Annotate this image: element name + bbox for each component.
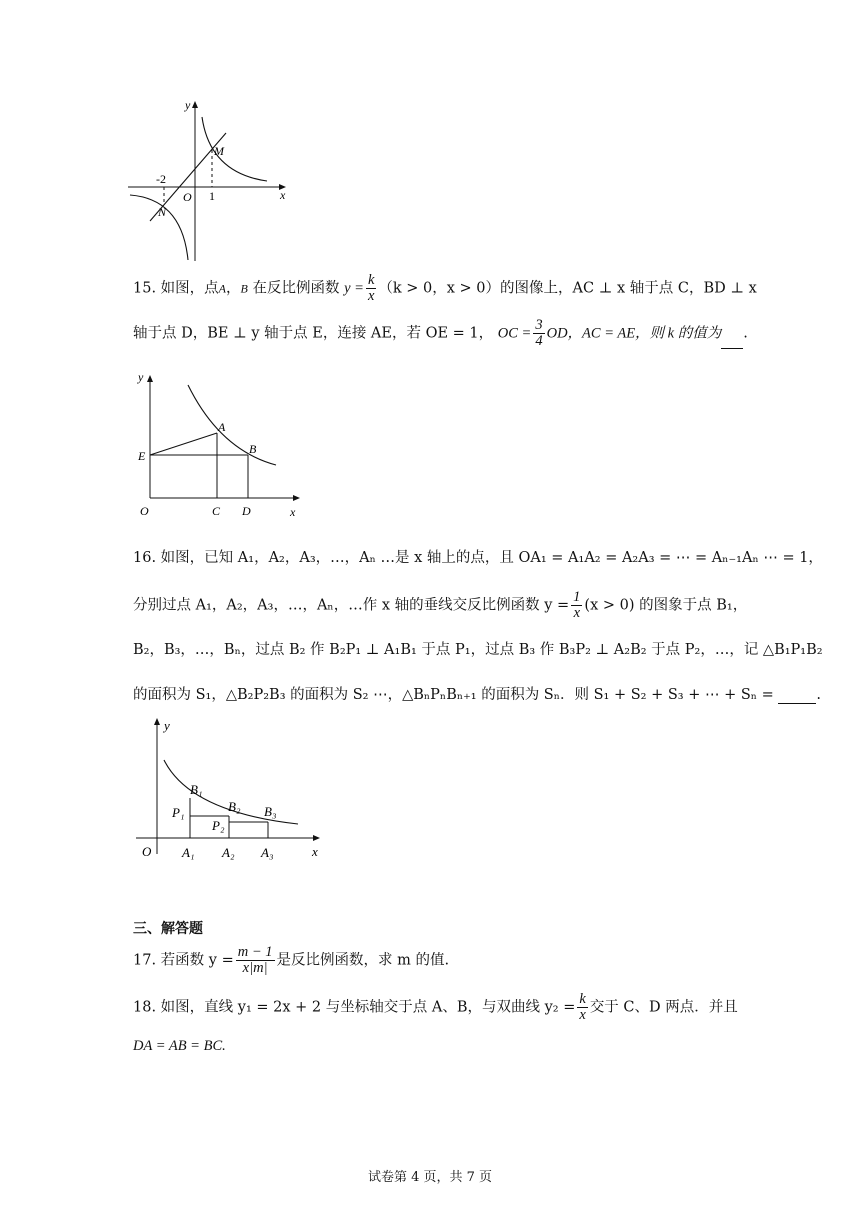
q15-answer-blank <box>721 334 743 349</box>
q17-fraction: $\frac{m - 1}{x|m|}$ <box>237 944 273 977</box>
fig16-b2-label: B₂ <box>228 799 241 814</box>
q15-number: 15. <box>133 280 157 297</box>
fig16-x-label: x <box>312 844 318 859</box>
q15-line2: 轴于点 D，BE ⊥ y 轴于点 E，连接 AE，若 OE = 1， OC = $\frac{3}{4}$ OD，AC = AE，则 k 的值为 . <box>133 317 748 350</box>
fig14-origin-label: O <box>183 190 192 204</box>
q15-three-quarters: $\frac{3}{4}$ <box>535 317 543 350</box>
q16-line1: 16. 如图，已知 A₁，A₂，A₃，…，Aₙ …是 x 轴上的点，且 OA₁ = A₁A₂ = A₂A₃ = ⋯ = Aₙ₋₁Aₙ ⋯ = 1， <box>133 550 823 566</box>
q18-line1: 18. 如图，直线 y₁ = 2x + 2 与坐标轴交于点 A、B，与双曲线 y₂ = $\frac{k}{x}$ 交于 C、D 两点．并且 <box>133 991 738 1024</box>
fig14-neg2-label: -2 <box>156 172 166 186</box>
fig16-b3-label: B₃ <box>264 804 277 819</box>
fig15-b-label: B <box>249 442 257 456</box>
page-footer: 试卷第 4 页，共 7 页 <box>367 1170 493 1185</box>
fig16-b1-label: B₁ <box>190 782 203 797</box>
q16-line3: B₂，B₃，…，Bₙ，过点 B₂ 作 B₂P₁ ⊥ A₁B₁ 于点 P₁，过点 B₃ 作 B₃P₂ ⊥ A₂B₂ 于点 P₂，…，记 △B₁P₁B₂ <box>133 642 823 658</box>
q18-k-over-x: $\frac{k}{x}$ <box>579 991 586 1024</box>
fig14-n-label: N <box>158 205 167 219</box>
q16-answer-blank <box>778 689 816 704</box>
fig15-x-label: x <box>290 505 296 519</box>
fig15-y-label: y <box>138 370 144 384</box>
section-heading: 三、解答题 <box>133 921 203 937</box>
fig15-c-label: C <box>212 504 221 518</box>
q18-line2: DA = AB = BC. <box>133 1038 226 1054</box>
fig14-y-label: y <box>185 98 191 112</box>
q17-number: 17. <box>133 952 157 969</box>
q15-line1: 15. 如图，点A，B 在反比例函数 y = $\frac{k}{x}$ （k > 0，x > 0）的图像上，AC ⊥ x 轴于点 C，BD ⊥ x <box>133 272 757 305</box>
fig16-p2-label: P₂ <box>212 818 225 833</box>
q16-one-over-x: $\frac{1}{x}$ <box>573 589 581 622</box>
figure-q16-graph <box>130 714 330 864</box>
fig14-x-label: x <box>280 188 286 202</box>
q16-line4: 的面积为 S₁，△B₂P₂B₃ 的面积为 S₂ ⋯，△BₙPₙBₙ₊₁ 的面积为 Sₙ．则 S₁ + S₂ + S₃ + ⋯ + Sₙ = . <box>133 687 822 703</box>
q16-line2: 分别过点 A₁，A₂，A₃，…，Aₙ，…作 x 轴的垂线交反比例函数 y = $\frac{1}{x}$ (x > 0) 的图象于点 B₁， <box>133 589 748 622</box>
fig16-p1-label: P₁ <box>172 805 185 820</box>
fig15-origin-label: O <box>140 504 149 518</box>
fig15-e-label: E <box>138 449 146 463</box>
fig15-a-label: A <box>218 420 226 434</box>
fig14-m-label: M <box>214 144 224 158</box>
fig15-d-label: D <box>242 504 251 518</box>
fig16-a2-label: A₂ <box>222 845 235 860</box>
q17-line: 17. 若函数 y = $\frac{m - 1}{x|m|}$ 是反比例函数，求 m 的值. <box>133 944 450 977</box>
q15-k-over-x: $\frac{k}{x}$ <box>367 272 375 305</box>
fig16-y-label: y <box>164 718 170 733</box>
figure-q15-graph <box>130 365 310 520</box>
figure-q14-graph <box>122 95 292 265</box>
fig16-origin-label: O <box>142 844 152 859</box>
q18-number: 18. <box>133 999 157 1016</box>
fig16-a3-label: A₃ <box>261 845 274 860</box>
fig16-a1-label: A₁ <box>182 845 195 860</box>
q16-number: 16. <box>133 550 157 566</box>
fig14-one-label: 1 <box>209 189 215 203</box>
